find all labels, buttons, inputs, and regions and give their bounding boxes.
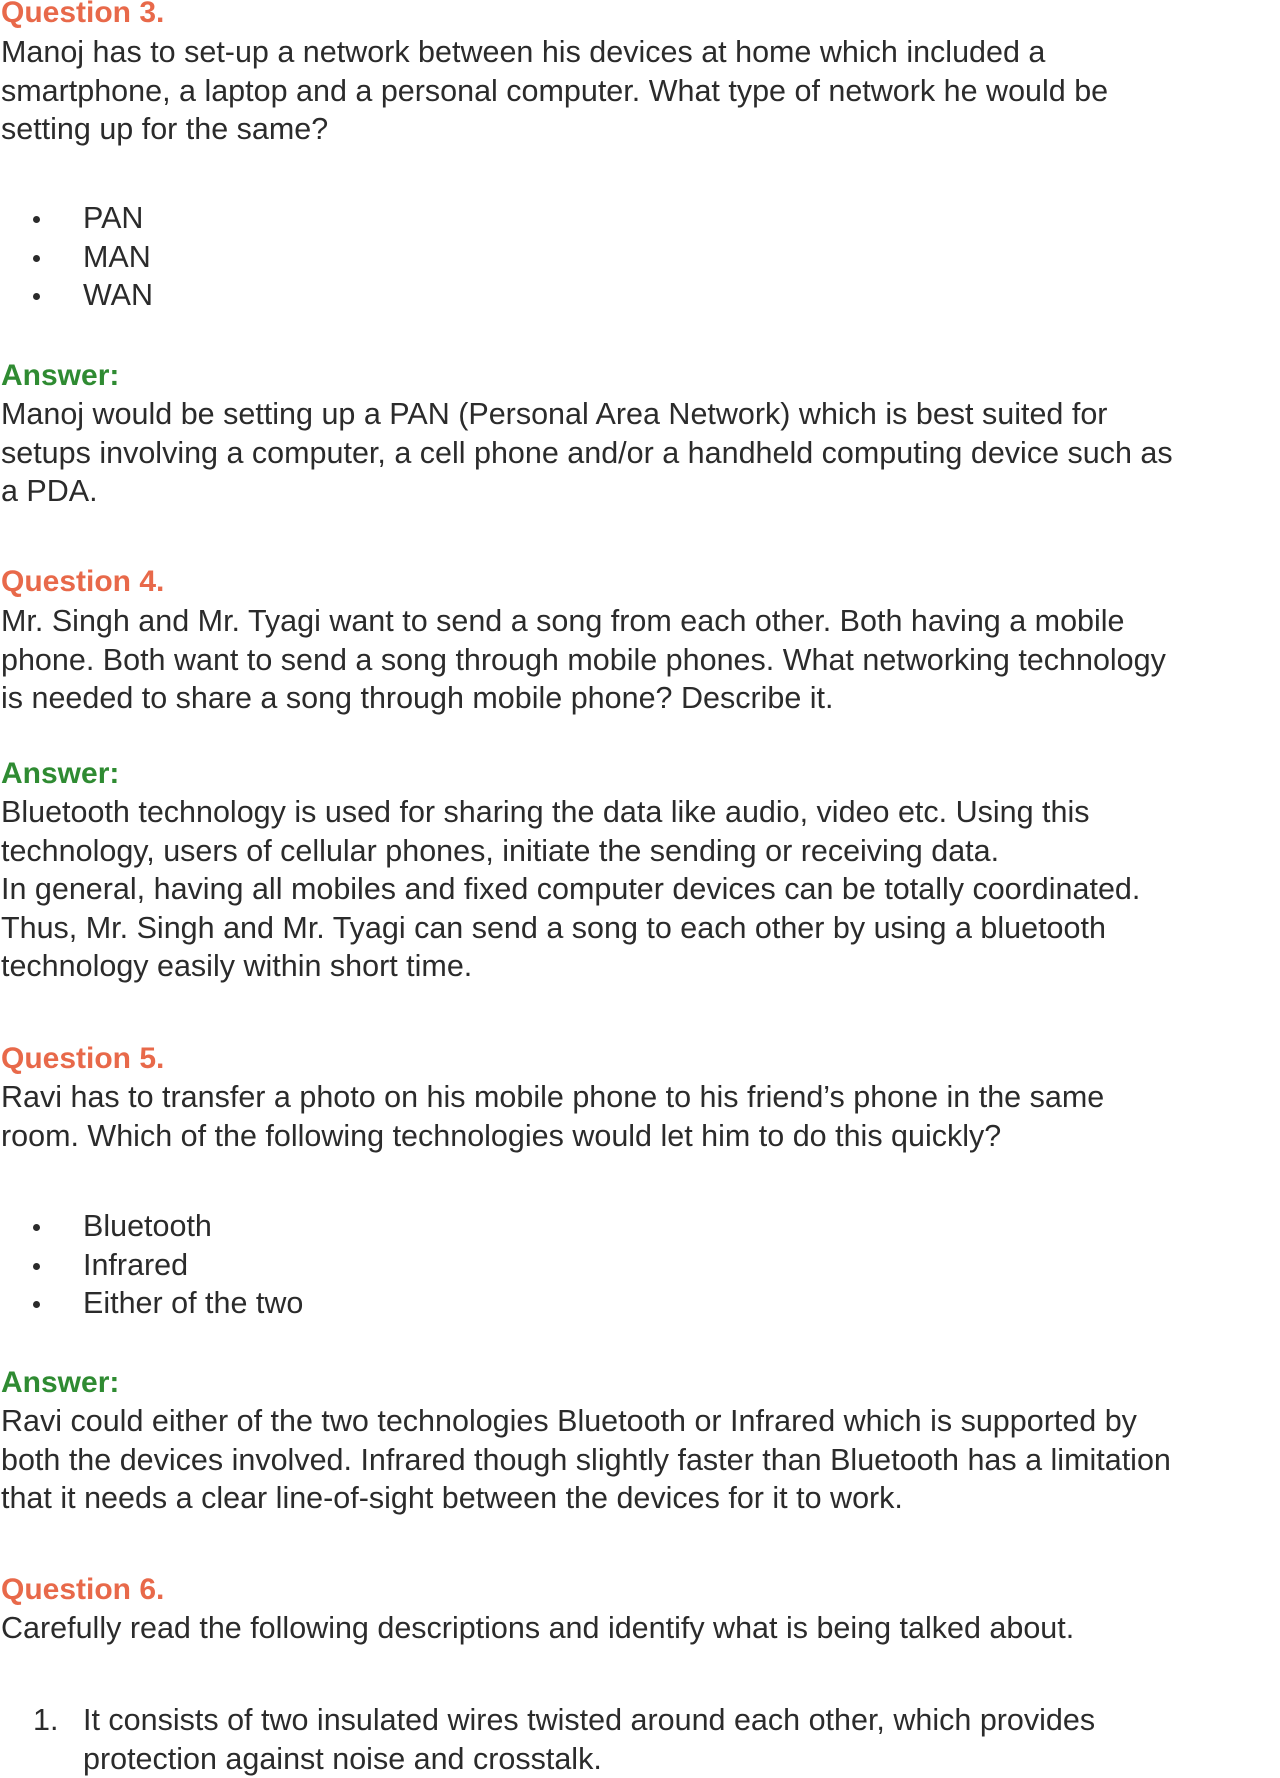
option-item bbox=[0, 1246, 303, 1285]
question-5-text-line: room. Which of the following technologies would let him to do this quickly? bbox=[1, 1117, 1276, 1156]
bullet-icon bbox=[33, 293, 40, 300]
question-4-text-line: phone. Both want to send a song through mobile phones. What networking technology bbox=[1, 641, 1276, 680]
question-5-options bbox=[0, 1207, 303, 1323]
question-6-text-line: Carefully read the following descriptions and identify what is being talked about. bbox=[1, 1609, 1276, 1648]
answer-5-heading: Answer: bbox=[1, 1364, 119, 1402]
option-label: Either of the two bbox=[83, 1286, 303, 1320]
question-4-text bbox=[1, 602, 1276, 718]
bullet-icon bbox=[33, 216, 40, 223]
answer-3-heading: Answer: bbox=[1, 357, 119, 395]
description-item bbox=[0, 1701, 1095, 1778]
item-text bbox=[83, 1701, 1095, 1778]
answer-4-text-line: Bluetooth technology is used for sharing the data like audio, video etc. Using this bbox=[1, 793, 1276, 832]
answer-3-text-line: Manoj would be setting up a PAN (Personal Area Network) which is best suited for bbox=[1, 395, 1276, 434]
question-6-heading: Question 6. bbox=[1, 1571, 164, 1609]
option-item bbox=[0, 276, 153, 315]
answer-4-text-line: Thus, Mr. Singh and Mr. Tyagi can send a song to each other by using a bluetooth bbox=[1, 909, 1276, 948]
answer-3-text bbox=[1, 395, 1276, 511]
question-6-descriptions bbox=[0, 1701, 1095, 1778]
question-3-text bbox=[1, 33, 1276, 149]
question-3-text-line: smartphone, a laptop and a personal computer. What type of network he would be bbox=[1, 72, 1276, 111]
option-label: MAN bbox=[83, 240, 151, 274]
answer-4-text-line: In general, having all mobiles and fixed computer devices can be totally coordinated. bbox=[1, 870, 1276, 909]
bullet-icon bbox=[33, 1263, 40, 1270]
question-3-options bbox=[0, 199, 153, 315]
option-label: Bluetooth bbox=[83, 1209, 212, 1243]
answer-3-text-line: setups involving a computer, a cell phone and/or a handheld computing device such as bbox=[1, 434, 1276, 473]
option-item bbox=[0, 1284, 303, 1323]
answer-5-text bbox=[1, 1402, 1276, 1518]
answer-4-text-line: technology easily within short time. bbox=[1, 947, 1276, 986]
answer-4-heading: Answer: bbox=[1, 755, 119, 793]
option-label: WAN bbox=[83, 278, 153, 312]
option-item bbox=[0, 238, 153, 277]
option-item bbox=[0, 1207, 303, 1246]
question-3-text-line: Manoj has to set-up a network between his devices at home which included a bbox=[1, 33, 1276, 72]
question-4-text-line: is needed to share a song through mobile phone? Describe it. bbox=[1, 679, 1276, 718]
question-6-text bbox=[1, 1609, 1276, 1648]
question-4-text-line: Mr. Singh and Mr. Tyagi want to send a song from each other. Both having a mobile bbox=[1, 602, 1276, 641]
question-3-heading: Question 3. bbox=[1, 0, 164, 32]
question-5-text bbox=[1, 1078, 1276, 1155]
question-4-heading: Question 4. bbox=[1, 563, 164, 601]
answer-5-text-line: that it needs a clear line-of-sight between the devices for it to work. bbox=[1, 1479, 1276, 1518]
item-text-line: protection against noise and crosstalk. bbox=[83, 1740, 1095, 1778]
answer-5-text-line: both the devices involved. Infrared though slightly faster than Bluetooth has a limitation bbox=[1, 1441, 1276, 1480]
answer-4-text-line: technology, users of cellular phones, initiate the sending or receiving data. bbox=[1, 832, 1276, 871]
answer-3-text-line: a PDA. bbox=[1, 472, 1276, 511]
bullet-icon bbox=[33, 255, 40, 262]
question-3-text-line: setting up for the same? bbox=[1, 110, 1276, 149]
question-5-heading: Question 5. bbox=[1, 1040, 164, 1078]
item-number: 1. bbox=[33, 1701, 58, 1740]
option-label: Infrared bbox=[83, 1248, 188, 1282]
item-text-line: It consists of two insulated wires twisted around each other, which provides bbox=[83, 1701, 1095, 1740]
option-item bbox=[0, 199, 153, 238]
question-5-text-line: Ravi has to transfer a photo on his mobile phone to his friend’s phone in the same bbox=[1, 1078, 1276, 1117]
option-label: PAN bbox=[83, 201, 143, 235]
answer-4-text bbox=[1, 793, 1276, 986]
answer-5-text-line: Ravi could either of the two technologies Bluetooth or Infrared which is supported by bbox=[1, 1402, 1276, 1441]
bullet-icon bbox=[33, 1301, 40, 1308]
bullet-icon bbox=[33, 1224, 40, 1231]
